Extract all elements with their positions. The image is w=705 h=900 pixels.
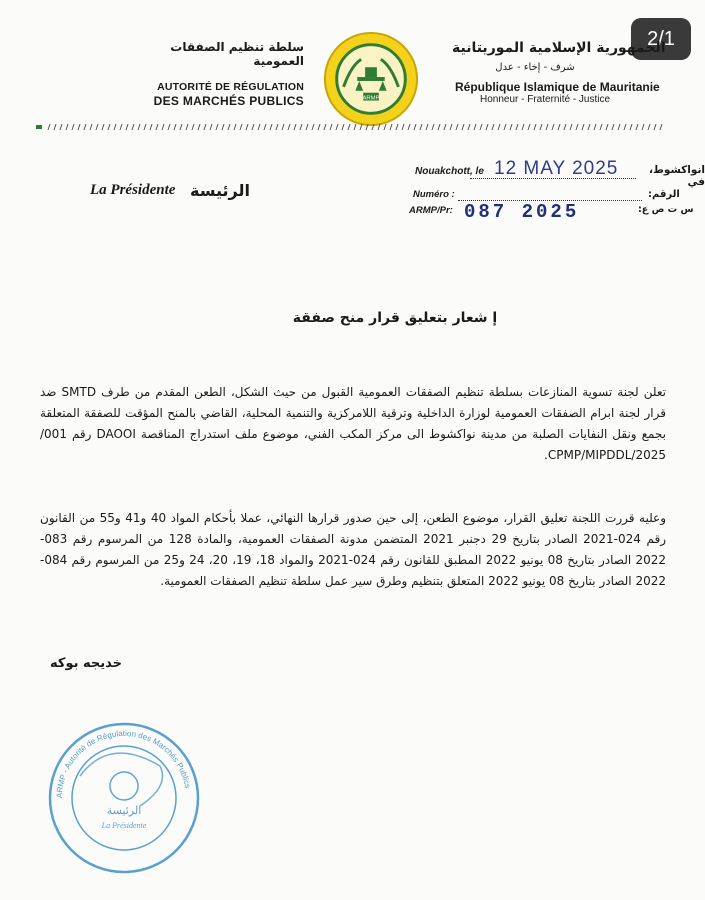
svg-text:الرئيسة: الرئيسة bbox=[106, 804, 142, 817]
svg-text:ARMP - Autorité de Régulation: ARMP - Autorité de Régulation des Marchés Publics bbox=[54, 728, 193, 799]
armp-ref-label-ar: س ت ص ع: bbox=[638, 204, 694, 215]
date-label-ar: انواكشوط، في bbox=[649, 164, 705, 188]
president-title-fr: La Présidente bbox=[90, 182, 176, 198]
number-label-fr: Numéro : bbox=[413, 189, 455, 200]
president-title-ar: الرئيسة bbox=[190, 181, 250, 200]
country-name-fr: République Islamique de Mauritanie bbox=[455, 80, 660, 94]
armp-ref-value: 087 2025 bbox=[464, 201, 580, 223]
document-title: إ شعار بتعليق قرار منح صفقة bbox=[292, 310, 498, 326]
body-paragraph-1: تعلن لجنة تسوية المنازعات بسلطة تنظيم الصفقات العمومية القبول من حيث الشكل، الطعن المقدم من طرف SMTD ضد قرار لجنة ابرام الصفقات العمومية لوزارة الداخلية وترقية اللامركزية والتنمية المحلية، القاضي بالمنح المؤقت للصفقة المتعلقة بجمع ونقل النفايات الصلبة من مدينة نواكشوط الى مركز المكب الفني، موضوع ملف استدراج المناقصة DAOOI رقم 001/ CPMP/MIPDDL/2025. bbox=[40, 385, 666, 462]
svg-text:ARMP: ARMP bbox=[362, 95, 380, 102]
country-name-ar: الجمهورية الإسلامية الموريتانية bbox=[452, 40, 666, 56]
page-counter-badge[interactable]: 2/1 bbox=[631, 18, 691, 60]
header-divider bbox=[36, 122, 668, 132]
authority-name-fr-line1: AUTORITÉ DE RÉGULATION bbox=[157, 81, 304, 93]
country-motto-fr: Honneur - Fraternité - Justice bbox=[480, 94, 611, 105]
authority-name-ar: سلطة تنظيم الصفقات العمومية bbox=[170, 40, 304, 68]
armp-ref-label-fr: ARMP/Pr: bbox=[409, 205, 453, 216]
signatory-name: خديجه بوكه bbox=[50, 656, 123, 671]
svg-text:La Présidente: La Présidente bbox=[101, 821, 147, 830]
date-label-fr: Nouakchott, le bbox=[415, 166, 484, 177]
armp-seal-icon bbox=[322, 30, 420, 128]
authority-name-fr-line2: DES MARCHÉS PUBLICS bbox=[153, 94, 304, 108]
date-value: 12 MAY 2025 bbox=[494, 158, 619, 179]
number-label-ar: الرقم: bbox=[648, 189, 680, 200]
country-motto-ar: شرف - إخاء - عدل bbox=[495, 62, 575, 73]
official-stamp-icon bbox=[40, 716, 208, 880]
body-paragraph-2: وعليه قررت اللجنة تعليق القرار، موضوع الطعن، إلى حين صدور قرارها النهائي، عملا بأحكام المواد 40 و41 و55 من القانون رقم 024-2021 الصادر بتاريخ 29 دجنبر 2021 المتضمن مدونة الصفقات العمومية، والمادة 128 من المرسوم رقم 083-2022 الصادر بتاريخ 08 يونيو 2022 المطبق للقانون رقم 024-2021 والمواد 18، 19، 20، 24 و25 من المرسوم رقم 084-2022 الصادر بتاريخ 08 يونيو 2022 المتعلق بتنظيم وطرق سير عمل سلطة تنظيم الصفقات العمومية. bbox=[40, 511, 667, 588]
